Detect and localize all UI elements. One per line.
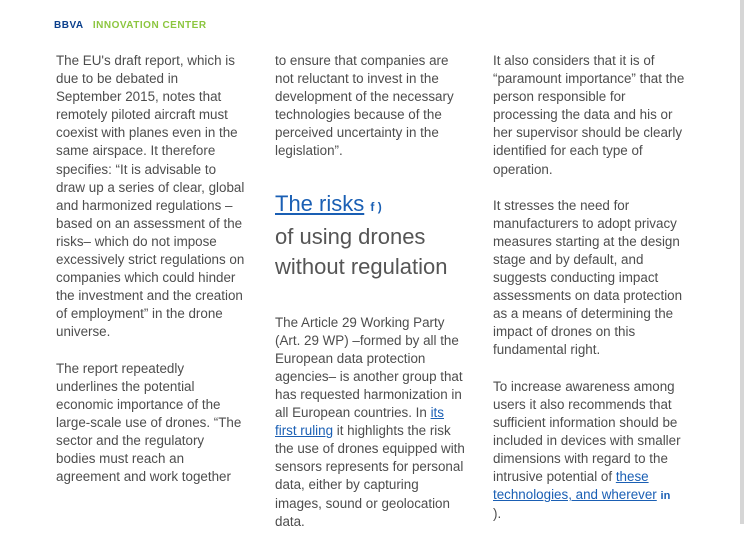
section-heading-rest: of using drones without regulation bbox=[275, 223, 448, 279]
page-border bbox=[740, 0, 744, 524]
facebook-share-icon[interactable]: f ) bbox=[370, 199, 382, 214]
paragraph: The Article 29 Working Party (Art. 29 WP) –formed by all the European data protection agencies– is another group that has requested harmonization in all European countries. In its first ruling it highlights the risk the use of drones equipped with sensors represents for personal data, either by capturing images, sound or geolocation data. bbox=[275, 314, 465, 529]
technologies-link[interactable]: these technologies, and wherever bbox=[493, 468, 657, 503]
paragraph: It stresses the need for manufacturers to adopt privacy measures starting at the design stage and by default, and suggests conducting impact assessments on data protection as a means of determining the impact of drones on this fundamental right. bbox=[493, 197, 683, 358]
section-heading-title[interactable]: The risks bbox=[275, 190, 365, 216]
page-header bbox=[54, 20, 207, 32]
bbva-logo: BBVA bbox=[54, 20, 84, 31]
header-title: INNOVATION CENTER bbox=[92, 20, 207, 31]
paragraph: It also considers that it is of “paramount importance” that the person responsible for processing the data and his or her supervisor should be clearly identified for each type of operation. bbox=[493, 53, 685, 177]
section-heading bbox=[275, 189, 465, 282]
first-ruling-link[interactable]: its first ruling bbox=[275, 405, 444, 439]
column-2 bbox=[275, 52, 465, 549]
paragraph: To increase awareness among users it also recommends that sufficient information should be included in devices with smaller dimensions with regard to the intrusive potential of these technologies, and wherever in ). bbox=[493, 378, 681, 522]
paragraph: The report repeatedly underlines the potential economic importance of the large-scale use of drones. “The sector and the regulatory bodies must reach an agreement and work together bbox=[56, 360, 242, 485]
linkedin-share-icon[interactable]: in bbox=[660, 490, 671, 503]
paragraph: The EU's draft report, which is due to be debated in September 2015, notes that remotely piloted aircraft must coexist with planes even in the same airspace. It therefore specifies: “It is advisable to draw up a series of clear, global and harmonized regulations –based on an assessment of the risks– which do not impose excessively strict regulations on companies which could hinder the investment and the creation of employment” in the drone universe. bbox=[56, 53, 245, 340]
paragraph: to ensure that companies are not reluctant to invest in the development of the necessary technologies because of the perceived uncertainty in the legislation”. bbox=[275, 53, 454, 159]
column-1 bbox=[56, 52, 246, 504]
column-3 bbox=[493, 52, 691, 541]
